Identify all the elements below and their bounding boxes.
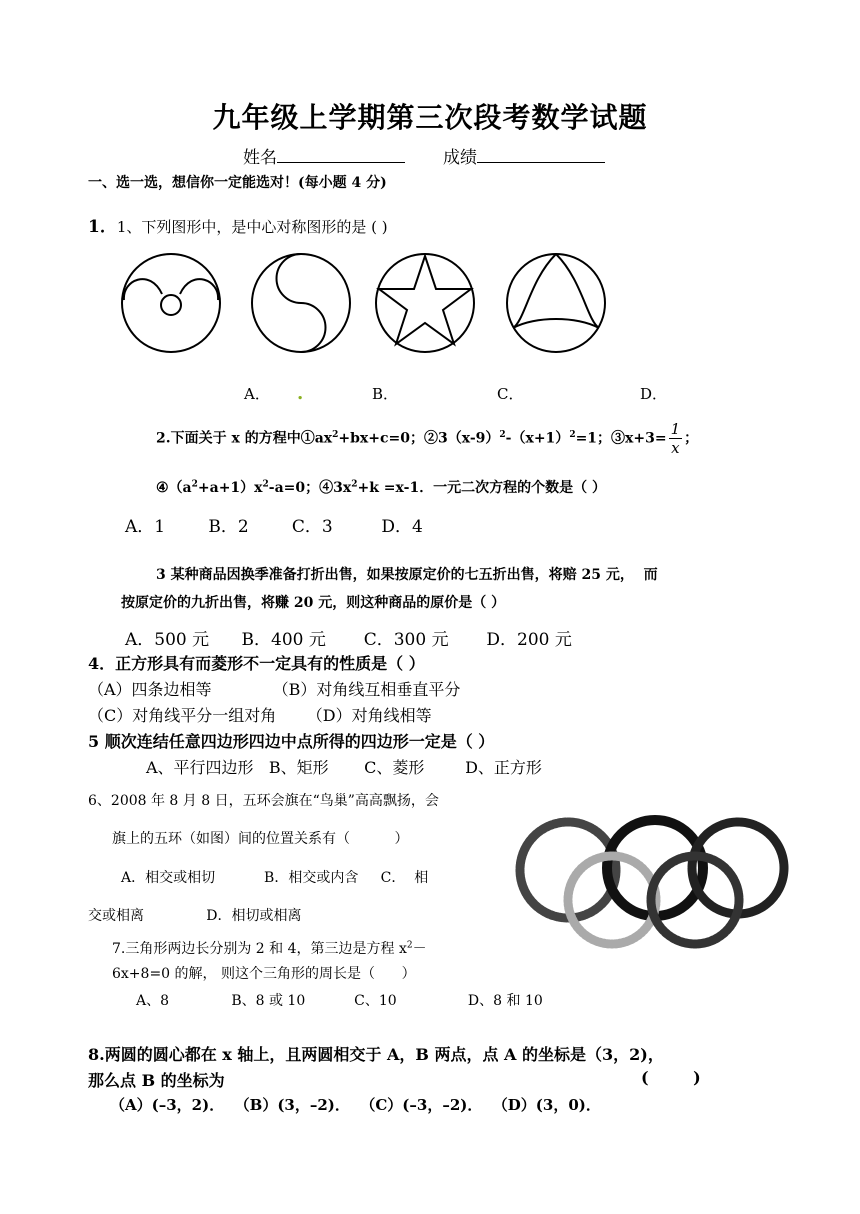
name-label: 姓名 (243, 148, 277, 168)
name-field (243, 143, 405, 168)
q1-option-b: B． (372, 385, 399, 403)
q2-l2-c: -a=0；④3x (268, 480, 352, 496)
score-blank[interactable] (477, 148, 605, 163)
q2-frac-num: 1 (670, 420, 681, 438)
score-label: 成绩 (443, 148, 477, 168)
q2-l1-c: -（x+1） (505, 430, 570, 447)
q2-sup: 2 (499, 429, 506, 440)
section-heading: 一、选一选，想信你一定能选对！(每小题 4 分) (88, 175, 387, 191)
q3-options: A．500 元 B．400 元 C．300 元 D．200 元 (125, 630, 572, 650)
question-4: 4．正方形具有而菱形不一定具有的性质是（ ） (88, 654, 425, 673)
q2-l2-d: +k =x-1．一元二次方程的个数是（ ） (357, 480, 607, 496)
question-5: 5 顺次连结任意四边形四边中点所得的四边形一定是（ ） (88, 732, 495, 751)
q4-options-row1: （A）四条边相等 （B）对角线互相垂直平分 (88, 680, 461, 699)
q2-sup: 2 (191, 479, 198, 490)
name-blank[interactable] (277, 148, 405, 163)
q2-l1-e: ； (684, 430, 699, 447)
q7-sup: 2 (406, 940, 413, 951)
question-7-line2: 6x+8=0 的解， 则这个三角形的周长是（ ） (112, 966, 416, 982)
q7-options: A、8 B、8 或 10 C、10 D、8 和 10 (136, 993, 543, 1009)
q2-sup: 2 (569, 429, 576, 440)
q2-l1-b: +bx+c=0；②3（x-9） (338, 430, 500, 447)
q5-options: A、平行四边形 B、矩形 C、菱形 D、正方形 (146, 758, 542, 777)
question-2-line2 (156, 477, 606, 497)
page-title: 九年级上学期第三次段考数学试题 (212, 101, 648, 134)
q6-options-line1: A．相交或相切 B．相交或内含 C． 相 (121, 870, 429, 886)
q6-options-line2: 交或相离 D．相切或相离 (88, 908, 302, 924)
stray-dot: . (297, 383, 304, 404)
question-1 (88, 212, 388, 237)
question-6-line1: 6、2008 年 8 月 8 日，五环会旗在“鸟巢”高高飘扬，会 (88, 793, 439, 809)
q2-fraction (669, 420, 683, 457)
question-6-line2: 旗上的五环（如图）间的位置关系有（ ） (112, 831, 409, 847)
q8-options: （A）(–3，2)． （B）(3，–2)． （C）(–3，–2)． （D）(3，0)． (110, 1096, 601, 1114)
q2-l1-d: =1；③x+3= (575, 430, 667, 447)
q4-options-row2: （C）对角线平分一组对角 （D）对角线相等 (88, 706, 432, 725)
figure-a-icon (122, 254, 220, 352)
question-8-line2: 那么点 B 的坐标为 (88, 1071, 225, 1090)
q2-options: A．1 B．2 C．3 D．4 (125, 517, 423, 537)
figure-d-trefoil-icon (507, 254, 605, 352)
q2-sup: 2 (332, 429, 339, 440)
q1-text: 1、下列图形中，是中心对称图形的是 ( ) (116, 218, 388, 236)
question-7-line1 (112, 938, 427, 958)
q2-l2-a: ④（a (156, 480, 192, 496)
q2-l1-a: 2.下面关于 x 的方程中①ax (156, 430, 333, 447)
q8-answer-bracket: ( ) (641, 1068, 701, 1087)
q1-figures (110, 250, 630, 365)
question-2-line1 (156, 420, 698, 457)
olympic-rings-image (500, 810, 790, 960)
q2-l2-b: +a+1）x (197, 480, 263, 496)
score-field (443, 143, 605, 168)
figure-b-yinyang-icon (252, 254, 350, 352)
q2-frac-den: x (671, 439, 680, 457)
q1-option-d: D． (640, 385, 668, 403)
question-3-line2: 按原定价的九折出售，将赚 20 元，则这种商品的原价是（ ） (121, 595, 506, 611)
q7-l1-a: 7.三角形两边长分别为 2 和 4，第三边是方程 x (112, 941, 407, 957)
q2-sup: 2 (262, 479, 269, 490)
q1-option-a: A． (244, 385, 270, 403)
q7-l1-b: － (412, 941, 427, 957)
question-8-line1: 8.两圆的圆心都在 x 轴上，且两圆相交于 A，B 两点，点 A 的坐标是（3，2)， (88, 1045, 664, 1064)
q1-number: 1． (88, 217, 117, 237)
figure-c-star-icon (376, 254, 474, 352)
q2-sup: 2 (351, 479, 358, 490)
q1-option-c: C． (497, 385, 524, 403)
question-3-line1: 3 某种商品因换季准备打折出售，如果按原定价的七五折出售，将赔 25 元， 而 (156, 567, 658, 583)
